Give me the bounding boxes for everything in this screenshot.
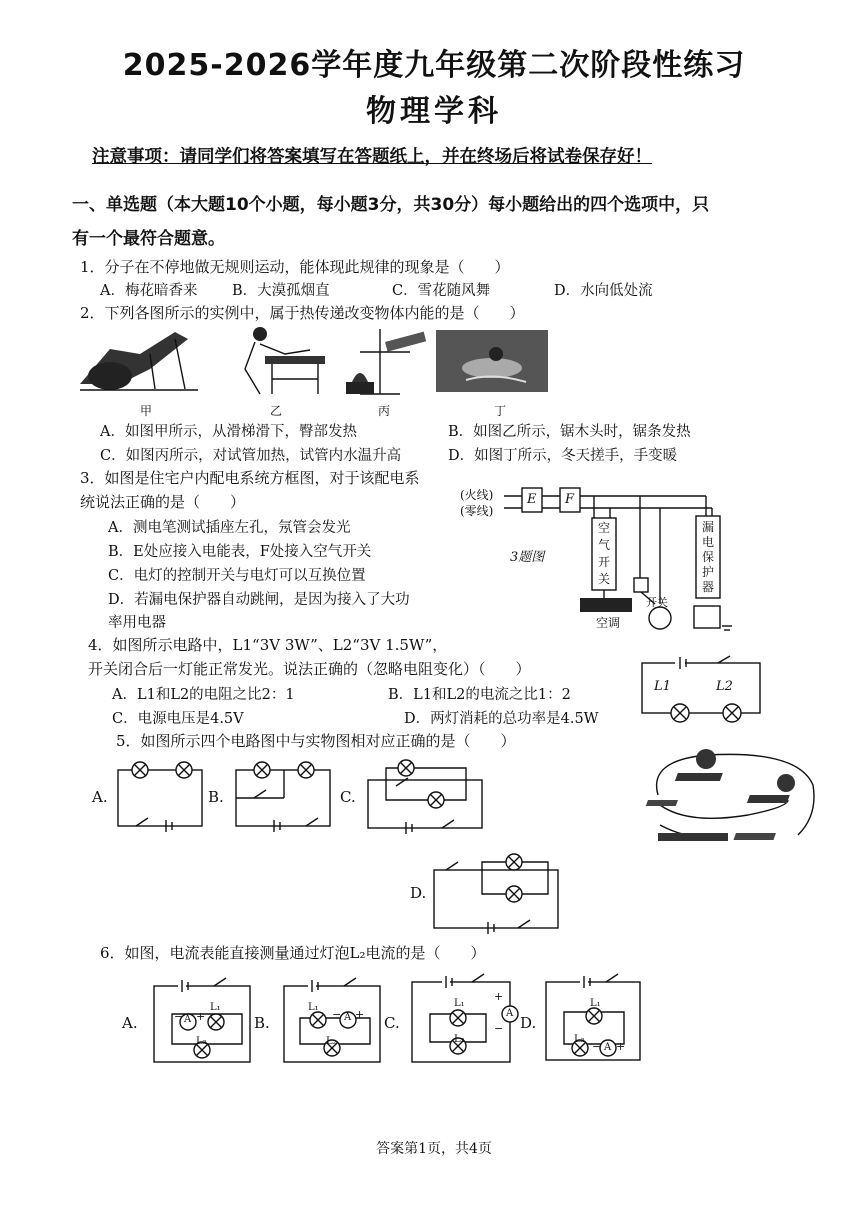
- q2-caption-yi: 乙: [270, 404, 283, 418]
- q2-option-b: B．如图乙所示，锯木头时，锯条发热: [448, 424, 691, 440]
- ammeter-a-label: A: [184, 1014, 192, 1025]
- q3-e-label: E: [527, 492, 537, 507]
- q3-f-label: F: [565, 492, 575, 507]
- q5-label-d: D.: [410, 884, 427, 902]
- q3-distribution-diagram: [460, 486, 730, 646]
- q4-l1-label: L1: [654, 679, 671, 694]
- q4-circuit-diagram: [640, 655, 764, 725]
- q6-label-d: D.: [520, 1014, 537, 1032]
- q6-circuit-d: [544, 970, 644, 1070]
- q4-option-c: C．电源电压是4.5V: [112, 711, 244, 727]
- q2-figure-testtube: [340, 324, 430, 399]
- q4-option-a: A．L1和L2的电阻之比2：1: [112, 687, 295, 703]
- q6c-l1-label: L₁: [454, 998, 465, 1009]
- q3-stem: 3．如图是住宅户内配电系统方框图，对于该配电系: [80, 469, 420, 487]
- q2-caption-ding: 丁: [494, 404, 507, 418]
- q6d-l1-label: L₁: [590, 998, 601, 1009]
- q3-live-label: (火线): [460, 488, 494, 502]
- q2-figure-hands: [436, 330, 548, 392]
- q6a-l1-label: L₁: [210, 1002, 221, 1013]
- q5-label-a: A.: [92, 788, 108, 806]
- section-heading-cont: 有一个最符合题意。: [72, 229, 225, 249]
- q6a-l2-label: L₂: [196, 1036, 207, 1047]
- page-footer: 答案第1页，共4页: [376, 1141, 492, 1157]
- subject-title: 物理学科: [366, 94, 502, 129]
- q4-option-b: B．L1和L2的电流之比1：2: [388, 687, 571, 703]
- ammeter-a-minus: −: [174, 1010, 184, 1023]
- q3-ac-label: 空调: [596, 616, 621, 630]
- ammeter-c-label: A: [506, 1008, 514, 1019]
- q2-figure-saw: [220, 324, 330, 399]
- q6c-l2-label: L₂: [454, 1034, 465, 1045]
- q1-option-c: C．雪花随风舞: [392, 283, 491, 299]
- q6-stem: 6．如图，电流表能直接测量通过灯泡L₂电流的是（ ）: [100, 944, 486, 962]
- q1-stem: 1．分子在不停地做无规则运动，能体现此规律的现象是（ ）: [80, 258, 510, 276]
- ammeter-b-label: A: [344, 1012, 352, 1023]
- q5-circuit-a: [116, 760, 206, 830]
- q2-figure-slide: [80, 324, 200, 399]
- ammeter-a-plus: +: [196, 1010, 206, 1023]
- q4-option-d: D．两灯消耗的总功率是4.5W: [404, 711, 599, 727]
- q3-air-switch-label: 空 气 开 关: [598, 521, 611, 586]
- q2-option-a: A．如图甲所示，从滑梯滑下，臀部发热: [100, 424, 357, 440]
- q4-stem: 4．如图所示电路中，L1“3V 3W”、L2“3V 1.5W”，: [88, 636, 448, 654]
- q6-label-a: A.: [122, 1014, 138, 1032]
- q1-option-a: A．梅花暗香来: [100, 283, 198, 299]
- ammeter-d-minus: −: [592, 1040, 602, 1053]
- q5-circuit-c: [366, 756, 486, 832]
- q2-caption-bing: 丙: [378, 404, 391, 418]
- q3-neutral-label: (零线): [460, 504, 494, 518]
- q6-label-b: B.: [254, 1014, 270, 1032]
- q2-caption-jia: 甲: [140, 404, 153, 418]
- q6b-l2-label: L₂: [326, 1036, 337, 1047]
- q2-stem: 2．下列各图所示的实例中，属于热传递改变物体内能的是（ ）: [80, 304, 525, 322]
- q3-figure-note: 3题图: [510, 550, 545, 565]
- q3-switch-label: 开关: [646, 596, 668, 609]
- q4-stem-cont: 开关闭合后一灯能正常发光。说法正确的（忽略电阻变化）（ ）: [88, 660, 531, 678]
- section-heading: 一、单选题（本大题10个小题，每小题3分，共30分）每小题给出的四个选项中，只: [72, 195, 710, 215]
- q1-option-b: B．大漠孤烟直: [232, 283, 330, 299]
- q6-circuit-c: [410, 970, 520, 1066]
- q3-leak-protector-label: 漏 电 保 护 器: [702, 520, 715, 594]
- q5-circuit-b: [234, 760, 334, 830]
- ammeter-b-minus: −: [332, 1008, 342, 1021]
- q2-option-c: C．如图丙所示，对试管加热，试管内水温升高: [100, 448, 402, 464]
- q6-label-c: C.: [384, 1014, 400, 1032]
- exam-title: 2025-2026学年度九年级第二次阶段性练习: [122, 48, 746, 83]
- q3-option-d: D．若漏电保护器自动跳闸，是因为接入了大功: [108, 592, 410, 608]
- q5-physical-circuit: [648, 745, 818, 855]
- q2-option-d: D．如图丁所示，冬天搓手，手变暖: [448, 448, 678, 464]
- q5-circuit-d: [432, 848, 562, 932]
- q3-option-c: C．电灯的控制开关与电灯可以互换位置: [108, 568, 366, 584]
- q6b-l1-label: L₁: [308, 1002, 319, 1013]
- q5-stem: 5．如图所示四个电路图中与实物图相对应正确的是（ ）: [116, 732, 516, 750]
- notice: 注意事项：请同学们将答案填写在答题纸上，并在终场后将试卷保存好！: [92, 147, 652, 167]
- ammeter-d-plus: +: [616, 1040, 626, 1053]
- q3-option-b: B．E处应接入电能表，F处接入空气开关: [108, 544, 372, 560]
- q5-label-c: C.: [340, 788, 356, 806]
- ammeter-c-minus: −: [494, 1022, 504, 1035]
- q6d-l2-label: L₂: [574, 1034, 585, 1045]
- q5-label-b: B.: [208, 788, 224, 806]
- ammeter-d-label: A: [604, 1042, 612, 1053]
- q1-option-d: D．水向低处流: [554, 283, 653, 299]
- ammeter-b-plus: +: [355, 1008, 365, 1021]
- ammeter-c-plus: +: [494, 990, 504, 1003]
- q3-option-a: A．测电笔测试插座左孔，氖管会发光: [108, 520, 351, 536]
- q4-l2-label: L2: [716, 679, 733, 694]
- q3-option-d-cont: 率用电器: [108, 615, 166, 631]
- q3-stem-cont: 统说法正确的是（ ）: [80, 493, 246, 511]
